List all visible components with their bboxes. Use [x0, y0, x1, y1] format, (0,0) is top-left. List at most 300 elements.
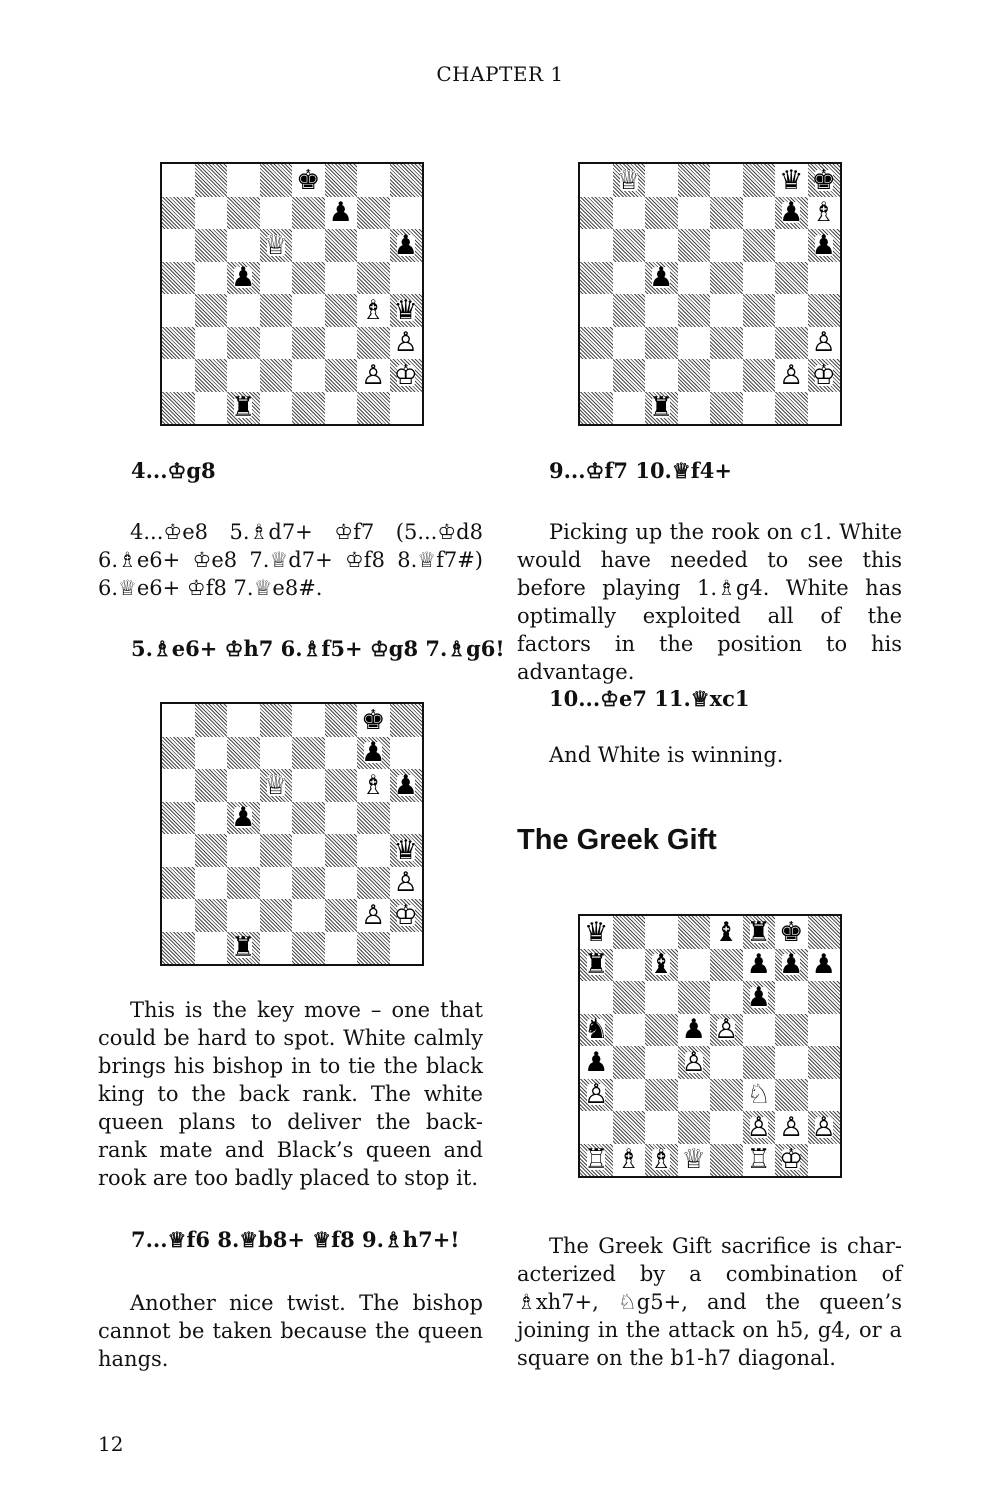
- board-square-h8: [390, 704, 423, 737]
- board-square-b5: [613, 262, 646, 295]
- board-square-e4: [292, 294, 325, 327]
- board-square-e3: [292, 327, 325, 360]
- board-square-h1: [390, 932, 423, 965]
- board-square-b1: [195, 932, 228, 965]
- board-square-b7: [195, 197, 228, 230]
- board-square-d3: [678, 327, 711, 360]
- board-square-h5: [808, 1014, 841, 1047]
- board-square-c1: [645, 1144, 678, 1177]
- section-title: The Greek Gift: [517, 824, 717, 856]
- board-square-f5: [743, 262, 776, 295]
- board-square-g4: [775, 294, 808, 327]
- black-bishop-icon: ♝: [649, 949, 674, 981]
- move-line: 5.♗e6+ ♔h7 6.♗f5+ ♔g8 7.♗g6!: [131, 636, 505, 661]
- board-square-g7: [357, 197, 390, 230]
- board-square-h8: [808, 164, 841, 197]
- black-pawn-icon: ♟: [393, 229, 418, 261]
- board-square-d8: [260, 704, 293, 737]
- board-square-a6: [162, 229, 195, 262]
- board-square-d5: [260, 802, 293, 835]
- board-square-g8: [357, 704, 390, 737]
- board-square-a4: [580, 294, 613, 327]
- board-square-b6: [613, 229, 646, 262]
- board-square-h7: [390, 737, 423, 770]
- board-square-e7: [292, 737, 325, 770]
- board-square-a1: [162, 392, 195, 425]
- board-square-g3: [775, 327, 808, 360]
- move-line: 7...♕f6 8.♕b8+ ♕f8 9.♗h7+!: [131, 1227, 460, 1252]
- paragraph: The Greek Gift sacrifice is characterized by a combination of ♗xh7+, ♘g5+, and the queen’s joining in the attack on h5, g4, or a square on the b1-h7 diagonal.: [517, 1234, 902, 1370]
- board-square-a7: [162, 197, 195, 230]
- board-square-h6: [808, 981, 841, 1014]
- board-square-g8: [775, 916, 808, 949]
- white-king-icon: ♔: [393, 359, 418, 391]
- board-square-g7: [775, 197, 808, 230]
- board-square-e8: [292, 164, 325, 197]
- board-square-e5: [292, 802, 325, 835]
- board-square-c6: [227, 769, 260, 802]
- white-king-icon: ♔: [811, 359, 836, 391]
- board-square-e4: [710, 294, 743, 327]
- board-square-f4: [743, 1046, 776, 1079]
- paragraph: And White is winning.: [549, 743, 784, 767]
- board-square-f7: [325, 197, 358, 230]
- board-square-h4: [390, 834, 423, 867]
- board-square-c2: [227, 899, 260, 932]
- board-square-f3: [743, 327, 776, 360]
- board-square-d5: [678, 262, 711, 295]
- white-pawn-icon: ♙: [361, 359, 386, 391]
- board-square-g7: [357, 737, 390, 770]
- board-square-b6: [195, 769, 228, 802]
- board-square-b1: [613, 392, 646, 425]
- black-pawn-icon: ♟: [746, 981, 771, 1013]
- board-square-d5: [678, 1014, 711, 1047]
- board-square-f3: [743, 1079, 776, 1112]
- board-square-e4: [710, 1046, 743, 1079]
- board-square-h3: [390, 327, 423, 360]
- board-square-f8: [325, 164, 358, 197]
- white-bishop-icon: ♗: [811, 197, 836, 229]
- board-square-g3: [775, 1079, 808, 1112]
- board-square-e6: [710, 229, 743, 262]
- board-square-f7: [743, 949, 776, 982]
- board-square-d5: [260, 262, 293, 295]
- white-bishop-icon: ♗: [649, 1144, 674, 1176]
- board-square-d3: [678, 1079, 711, 1112]
- board-square-d6: [260, 229, 293, 262]
- chess-diagram-3: [160, 702, 424, 966]
- board-square-c4: [645, 294, 678, 327]
- white-pawn-icon: ♙: [393, 327, 418, 359]
- board-square-c5: [227, 262, 260, 295]
- black-king-icon: ♚: [296, 164, 321, 196]
- board-square-d2: [678, 1111, 711, 1144]
- black-pawn-icon: ♟: [231, 802, 256, 834]
- board-square-a5: [162, 262, 195, 295]
- board-square-c3: [645, 327, 678, 360]
- board-square-e4: [292, 834, 325, 867]
- black-pawn-icon: ♟: [328, 197, 353, 229]
- board-square-b3: [613, 1079, 646, 1112]
- board-square-b3: [613, 327, 646, 360]
- board-square-c4: [227, 294, 260, 327]
- board-square-a8: [580, 916, 613, 949]
- board-square-e1: [710, 1144, 743, 1177]
- board-square-b2: [195, 899, 228, 932]
- board-square-h6: [390, 229, 423, 262]
- board-square-b6: [195, 229, 228, 262]
- board-square-d2: [260, 899, 293, 932]
- board-square-a2: [162, 359, 195, 392]
- board-square-d1: [678, 1144, 711, 1177]
- move-line: 9...♔f7 10.♕f4+: [549, 458, 732, 483]
- black-pawn-icon: ♟: [231, 262, 256, 294]
- board-square-f3: [325, 327, 358, 360]
- board-square-c2: [645, 1111, 678, 1144]
- board-square-b8: [195, 164, 228, 197]
- black-pawn-icon: ♟: [811, 949, 836, 981]
- board-square-b4: [613, 1046, 646, 1079]
- board-square-d8: [260, 164, 293, 197]
- board-square-h6: [390, 769, 423, 802]
- black-rook-icon: ♜: [231, 392, 256, 424]
- board-square-f6: [743, 981, 776, 1014]
- board-square-b5: [195, 262, 228, 295]
- board-square-b7: [613, 949, 646, 982]
- board-square-d6: [260, 769, 293, 802]
- board-square-a4: [580, 1046, 613, 1079]
- board-square-f8: [743, 916, 776, 949]
- board-square-a4: [162, 834, 195, 867]
- board-square-g3: [357, 327, 390, 360]
- board-square-f2: [743, 359, 776, 392]
- black-queen-icon: ♛: [779, 164, 804, 196]
- black-rook-icon: ♜: [649, 392, 674, 424]
- board-square-h2: [808, 359, 841, 392]
- board-square-c1: [227, 932, 260, 965]
- board-square-b7: [195, 737, 228, 770]
- white-pawn-icon: ♙: [584, 1079, 609, 1111]
- board-square-c3: [227, 867, 260, 900]
- board-square-h4: [808, 294, 841, 327]
- board-square-c4: [227, 834, 260, 867]
- board-square-g1: [357, 392, 390, 425]
- board-square-h5: [390, 262, 423, 295]
- white-pawn-icon: ♙: [361, 899, 386, 931]
- board-square-a2: [580, 359, 613, 392]
- board-square-h2: [390, 359, 423, 392]
- board-square-g1: [775, 392, 808, 425]
- move-line: 10...♔e7 11.♕xc1: [549, 686, 750, 711]
- board-square-g2: [775, 1111, 808, 1144]
- board-square-b7: [613, 197, 646, 230]
- board-square-f5: [743, 1014, 776, 1047]
- board-square-d7: [678, 197, 711, 230]
- white-rook-icon: ♖: [746, 1144, 771, 1176]
- board-square-d4: [678, 1046, 711, 1079]
- board-square-g7: [775, 949, 808, 982]
- white-pawn-icon: ♙: [714, 1014, 739, 1046]
- board-square-b2: [613, 359, 646, 392]
- black-pawn-icon: ♟: [681, 1014, 706, 1046]
- black-queen-icon: ♛: [393, 294, 418, 326]
- board-square-a4: [162, 294, 195, 327]
- board-square-b3: [195, 867, 228, 900]
- board-square-f5: [325, 262, 358, 295]
- board-square-c1: [227, 392, 260, 425]
- chess-diagram-1: [160, 162, 424, 426]
- board-square-c4: [645, 1046, 678, 1079]
- board-square-b8: [613, 164, 646, 197]
- black-pawn-icon: ♟: [361, 737, 386, 769]
- board-square-c7: [645, 197, 678, 230]
- board-square-e7: [710, 197, 743, 230]
- board-square-f8: [743, 164, 776, 197]
- board-square-a7: [580, 949, 613, 982]
- board-square-f7: [743, 197, 776, 230]
- board-square-c6: [227, 229, 260, 262]
- black-pawn-icon: ♟: [779, 197, 804, 229]
- board-square-e7: [710, 949, 743, 982]
- black-pawn-icon: ♟: [779, 949, 804, 981]
- board-square-h1: [808, 392, 841, 425]
- board-square-e5: [710, 262, 743, 295]
- board-square-e1: [710, 392, 743, 425]
- board-square-h8: [390, 164, 423, 197]
- paragraph: Picking up the rook on c1. White would have needed to see this before playing 1.♗g4. White has optimally exploited all of the factors in the position to his advantage.: [517, 520, 902, 684]
- board-square-c7: [645, 949, 678, 982]
- board-square-a6: [580, 981, 613, 1014]
- board-square-f8: [325, 704, 358, 737]
- board-square-g5: [775, 262, 808, 295]
- black-king-icon: ♚: [361, 704, 386, 736]
- board-square-a1: [580, 1144, 613, 1177]
- board-square-h5: [390, 802, 423, 835]
- board-square-c5: [645, 1014, 678, 1047]
- black-bishop-icon: ♝: [714, 916, 739, 948]
- board-square-a3: [162, 327, 195, 360]
- white-pawn-icon: ♙: [811, 327, 836, 359]
- board-square-b5: [195, 802, 228, 835]
- board-square-e2: [710, 1111, 743, 1144]
- black-pawn-icon: ♟: [811, 229, 836, 261]
- white-queen-icon: ♕: [681, 1144, 706, 1176]
- board-square-c7: [227, 737, 260, 770]
- board-square-d4: [260, 294, 293, 327]
- black-queen-icon: ♛: [584, 916, 609, 948]
- board-square-f6: [743, 229, 776, 262]
- board-square-e7: [292, 197, 325, 230]
- board-square-e3: [292, 867, 325, 900]
- board-square-h4: [390, 294, 423, 327]
- board-square-g5: [357, 802, 390, 835]
- black-king-icon: ♚: [811, 164, 836, 196]
- board-square-h3: [390, 867, 423, 900]
- board-square-c3: [227, 327, 260, 360]
- white-knight-icon: ♘: [746, 1079, 771, 1111]
- chapter-header: CHAPTER 1: [436, 62, 564, 86]
- board-square-b8: [613, 916, 646, 949]
- board-square-g4: [357, 834, 390, 867]
- board-square-b4: [613, 294, 646, 327]
- white-pawn-icon: ♙: [779, 1111, 804, 1143]
- board-square-b1: [613, 1144, 646, 1177]
- board-square-a3: [162, 867, 195, 900]
- board-square-g1: [775, 1144, 808, 1177]
- white-queen-icon: ♕: [616, 164, 641, 196]
- board-square-e5: [292, 262, 325, 295]
- board-square-a6: [580, 229, 613, 262]
- board-square-c8: [645, 164, 678, 197]
- white-pawn-icon: ♙: [393, 867, 418, 899]
- paragraph: Another nice twist. The bishop cannot be taken because the queen hangs.: [98, 1291, 483, 1371]
- board-square-c8: [227, 704, 260, 737]
- paragraph: 4...♔e8 5.♗d7+ ♔f7 (5...♔d8 6.♗e6+ ♔e8 7.♕d7+ ♔f8 8.♕f7#) 6.♕e6+ ♔f8 7.♕e8#.: [98, 520, 483, 600]
- board-square-c8: [645, 916, 678, 949]
- black-rook-icon: ♜: [584, 949, 609, 981]
- board-square-g8: [357, 164, 390, 197]
- board-square-b5: [613, 1014, 646, 1047]
- board-square-c1: [645, 392, 678, 425]
- board-square-f2: [743, 1111, 776, 1144]
- board-square-g2: [775, 359, 808, 392]
- board-square-h7: [390, 197, 423, 230]
- board-square-f1: [743, 1144, 776, 1177]
- board-square-d1: [260, 392, 293, 425]
- board-square-d6: [678, 981, 711, 1014]
- board-square-e1: [292, 932, 325, 965]
- board-square-c2: [645, 359, 678, 392]
- black-knight-icon: ♞: [584, 1014, 609, 1046]
- black-rook-icon: ♜: [746, 916, 771, 948]
- board-square-e2: [292, 359, 325, 392]
- white-pawn-icon: ♙: [681, 1046, 706, 1078]
- board-square-e3: [710, 327, 743, 360]
- black-pawn-icon: ♟: [393, 769, 418, 801]
- board-square-h6: [808, 229, 841, 262]
- board-square-h7: [808, 949, 841, 982]
- board-square-a7: [162, 737, 195, 770]
- board-square-b6: [613, 981, 646, 1014]
- board-square-h1: [390, 392, 423, 425]
- board-square-h2: [390, 899, 423, 932]
- board-square-h5: [808, 262, 841, 295]
- black-rook-icon: ♜: [231, 932, 256, 964]
- board-square-c2: [227, 359, 260, 392]
- board-square-f1: [743, 392, 776, 425]
- board-square-b4: [195, 294, 228, 327]
- board-square-g5: [775, 1014, 808, 1047]
- board-square-f4: [325, 294, 358, 327]
- board-square-d3: [260, 867, 293, 900]
- board-square-e5: [710, 1014, 743, 1047]
- board-square-d6: [678, 229, 711, 262]
- white-queen-icon: ♕: [263, 769, 288, 801]
- board-square-g6: [775, 981, 808, 1014]
- board-square-g6: [357, 769, 390, 802]
- board-square-e6: [710, 981, 743, 1014]
- board-square-a6: [162, 769, 195, 802]
- board-square-a1: [162, 932, 195, 965]
- page-number: 12: [98, 1432, 124, 1456]
- board-square-f4: [743, 294, 776, 327]
- board-square-b2: [613, 1111, 646, 1144]
- board-square-d8: [678, 164, 711, 197]
- board-square-c3: [645, 1079, 678, 1112]
- board-square-h2: [808, 1111, 841, 1144]
- board-square-g4: [775, 1046, 808, 1079]
- board-square-g5: [357, 262, 390, 295]
- board-square-g2: [357, 899, 390, 932]
- board-square-e8: [710, 164, 743, 197]
- board-square-g6: [775, 229, 808, 262]
- board-square-g8: [775, 164, 808, 197]
- board-square-d2: [678, 359, 711, 392]
- board-square-b3: [195, 327, 228, 360]
- board-square-b4: [195, 834, 228, 867]
- board-square-e3: [710, 1079, 743, 1112]
- board-square-f6: [325, 229, 358, 262]
- board-square-a7: [580, 197, 613, 230]
- board-square-d8: [678, 916, 711, 949]
- board-square-a8: [162, 164, 195, 197]
- board-square-h3: [808, 327, 841, 360]
- board-square-f6: [325, 769, 358, 802]
- board-square-d7: [678, 949, 711, 982]
- board-square-f1: [325, 392, 358, 425]
- board-square-e6: [292, 229, 325, 262]
- black-queen-icon: ♛: [393, 834, 418, 866]
- board-square-b8: [195, 704, 228, 737]
- board-square-h8: [808, 916, 841, 949]
- board-square-f2: [325, 359, 358, 392]
- board-square-c5: [227, 802, 260, 835]
- board-square-a3: [580, 1079, 613, 1112]
- board-square-e8: [710, 916, 743, 949]
- board-square-e1: [292, 392, 325, 425]
- board-square-b2: [195, 359, 228, 392]
- board-square-a3: [580, 327, 613, 360]
- board-square-d2: [260, 359, 293, 392]
- board-square-e6: [292, 769, 325, 802]
- board-square-a2: [162, 899, 195, 932]
- white-queen-icon: ♕: [263, 229, 288, 261]
- white-bishop-icon: ♗: [361, 769, 386, 801]
- white-pawn-icon: ♙: [811, 1111, 836, 1143]
- board-square-c8: [227, 164, 260, 197]
- board-square-a5: [580, 262, 613, 295]
- board-square-d4: [260, 834, 293, 867]
- paragraph: This is the key move – one that could be hard to spot. White calmly brings his bishop in to tie the black king to the back rank. The white queen plans to deliver the back-rank mate and Black’s queen and rook are too badly placed to stop it.: [98, 998, 483, 1190]
- board-square-a1: [580, 392, 613, 425]
- move-line: 4...♔g8: [131, 458, 216, 483]
- board-square-g4: [357, 294, 390, 327]
- black-pawn-icon: ♟: [649, 262, 674, 294]
- board-square-d1: [678, 392, 711, 425]
- board-square-f3: [325, 867, 358, 900]
- board-square-d3: [260, 327, 293, 360]
- board-square-e2: [710, 359, 743, 392]
- board-square-h1: [808, 1144, 841, 1177]
- board-square-f4: [325, 834, 358, 867]
- board-square-c6: [645, 981, 678, 1014]
- white-king-icon: ♔: [393, 899, 418, 931]
- board-square-g2: [357, 359, 390, 392]
- board-square-f2: [325, 899, 358, 932]
- white-bishop-icon: ♗: [361, 294, 386, 326]
- white-pawn-icon: ♙: [746, 1111, 771, 1143]
